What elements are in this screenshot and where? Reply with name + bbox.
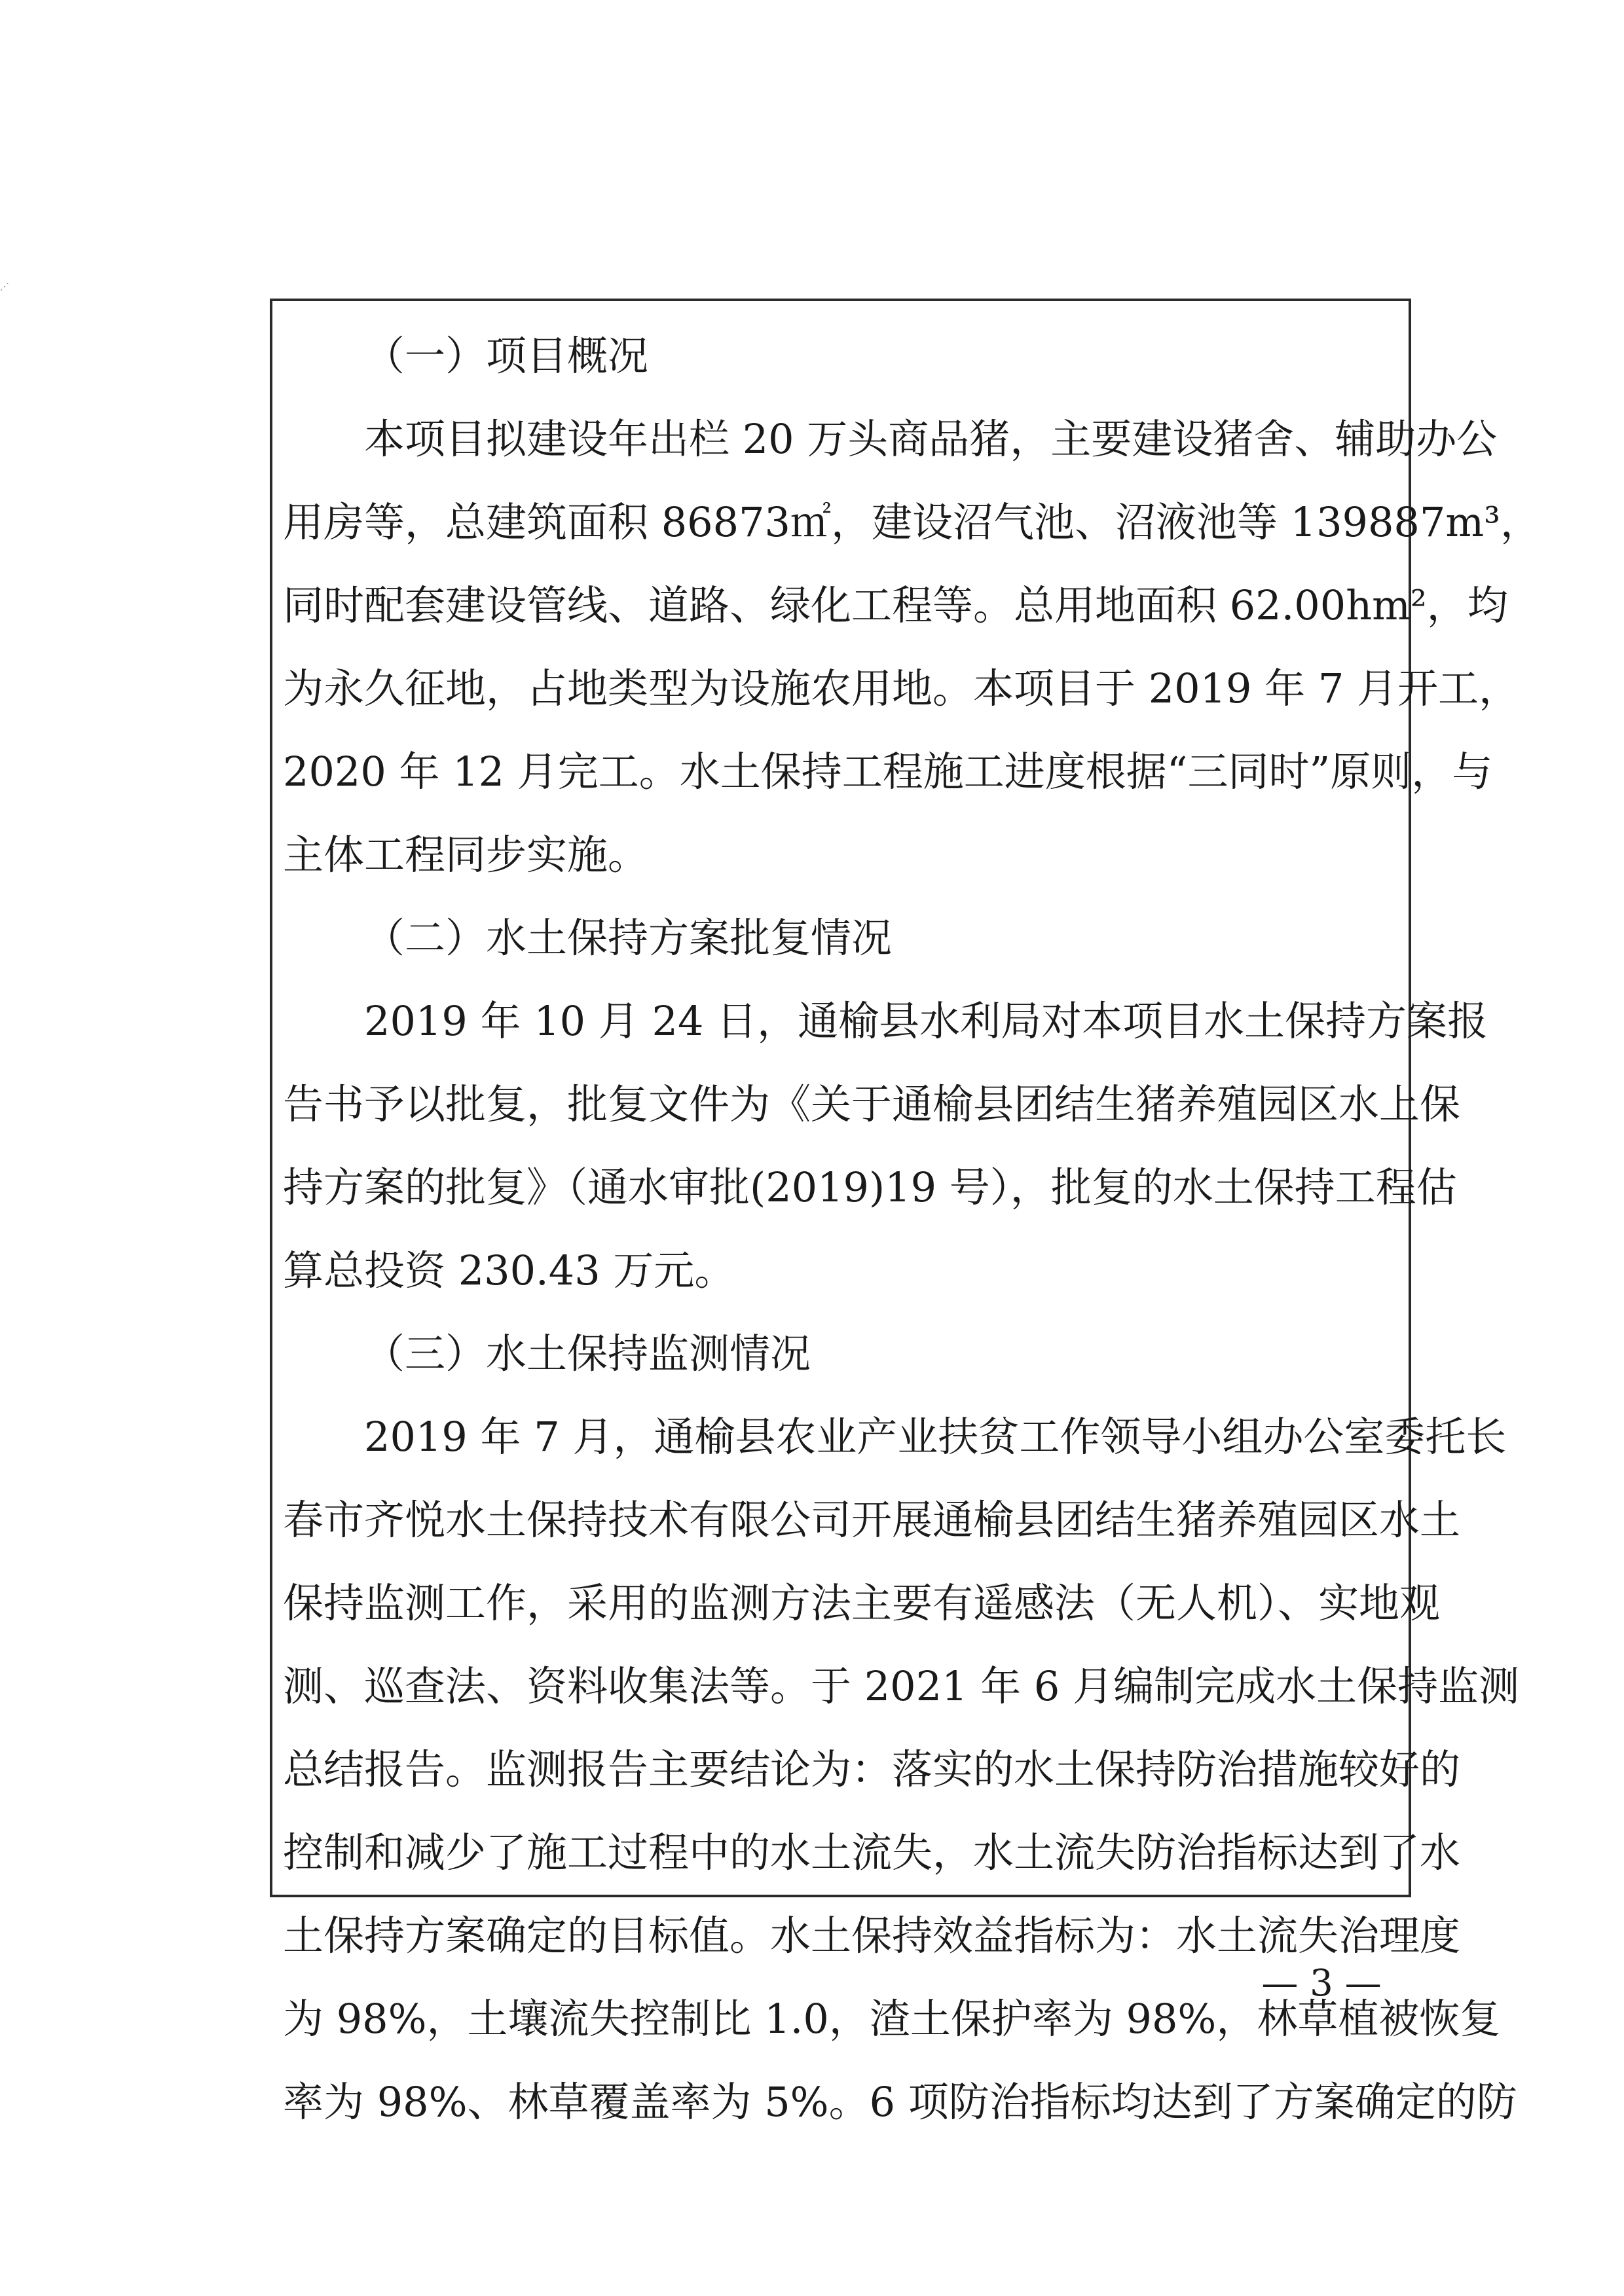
paragraph-line: 同时配套建设管线、道路、绿化工程等。总用地面积 62.00hm²，均 — [283, 581, 1508, 629]
paragraph-line: 总结报告。监测报告主要结论为：落实的水土保持防治措施较好的 — [283, 1745, 1461, 1793]
paragraph-line: 告书予以批复，批复文件为《关于通榆县团结生猪养殖园区水上保 — [283, 1080, 1461, 1128]
paragraph-line: 2019 年 7 月，通榆县农业产业扶贫工作领导小组办公室委托长 — [364, 1413, 1507, 1461]
section-heading-monitoring: （三）水土保持监测情况 — [364, 1330, 811, 1377]
scan-artifact: ⋰ — [0, 282, 9, 292]
paragraph-line: 持方案的批复》（通水审批(2019)19 号），批复的水土保持工程估 — [283, 1163, 1457, 1211]
paragraph-line: 本项目拟建设年出栏 20 万头商品猪，主要建设猪舍、辅助办公 — [364, 415, 1498, 463]
section-heading-plan-approval: （二）水土保持方案批复情况 — [364, 914, 893, 962]
paragraph-line: 主体工程同步实施。 — [283, 831, 649, 879]
paragraph-line: 用房等，总建筑面积 86873㎡，建设沼气池、沼液池等 139887m³， — [283, 498, 1541, 546]
paragraph-line: 率为 98%、林草覆盖率为 5%。6 项防治指标均达到了方案确定的防 — [283, 2078, 1517, 2126]
paragraph-line: 保持监测工作，采用的监测方法主要有遥感法（无人机）、实地观 — [283, 1579, 1441, 1627]
paragraph-line: 2020 年 12 月完工。水土保持工程施工进度根据“三同时”原则，与 — [283, 748, 1493, 795]
page-number: — 3 — — [1261, 1962, 1382, 2005]
section-heading-project-overview: （一）项目概况 — [364, 332, 649, 380]
paragraph-line: 测、巡查法、资料收集法等。于 2021 年 6 月编制完成水土保持监测 — [283, 1662, 1520, 1710]
paragraph-line: 土保持方案确定的目标值。水土保持效益指标为：水土流失治理度 — [283, 1912, 1461, 1959]
document-body — [283, 314, 1541, 2143]
paragraph-line: 2019 年 10 月 24 日，通榆县水利局对本项目水土保持方案报 — [364, 997, 1488, 1045]
paragraph-line: 为 98%，土壤流失控制比 1.0，渣土保护率为 98%，林草植被恢复 — [283, 1995, 1501, 2043]
paragraph-line: 控制和减少了施工过程中的水土流失，水土流失防治指标达到了水 — [283, 1829, 1461, 1876]
paragraph-line: 为永久征地，占地类型为设施农用地。本项目于 2019 年 7 月开工， — [283, 665, 1520, 712]
paragraph-line: 算总投资 230.43 万元。 — [283, 1247, 735, 1294]
paragraph-line: 春市齐悦水土保持技术有限公司开展通榆县团结生猪养殖园区水土 — [283, 1496, 1461, 1544]
